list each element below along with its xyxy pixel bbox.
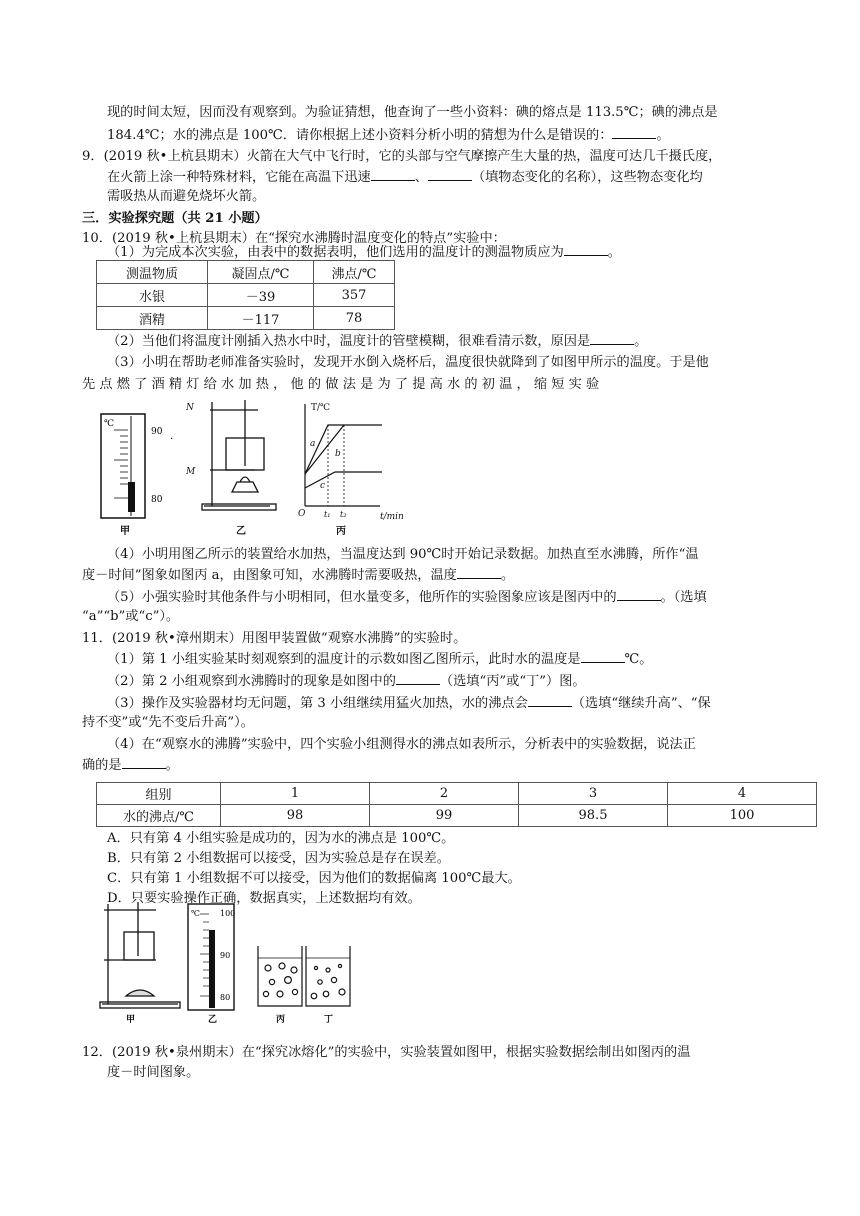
text-fragment: 。 [656, 128, 670, 143]
answer-blank[interactable] [396, 672, 440, 685]
text-fragment: 。 [165, 758, 179, 773]
text-fragment: （1）第 1 小组实验某时刻观察到的温度计的示数如图乙图所示，此时水的温度是 [107, 652, 581, 667]
curve-label-a: a [310, 439, 316, 449]
text-line: 需吸热从而避免烧坏火箭。 [107, 189, 266, 204]
table-cell: 4 [668, 783, 817, 805]
text-fragment: （1）为完成本次实验，由表中的数据表明，他们选用的温度计的测温物质应为 [107, 245, 564, 260]
text-line: （3）小明在帮助老师准备实验时，发现开水倒入烧杯后，温度很快就降到了如图甲所示的温度。于是他 [107, 355, 709, 370]
text-line [107, 672, 586, 691]
label-jia: 甲 [120, 526, 130, 537]
answer-blank[interactable] [428, 168, 472, 181]
option-b: B．只有第 2 小组数据可以接受，因为实验总是存在误差。 [107, 851, 450, 866]
text-fragment: 。 [607, 245, 621, 260]
label-bing: 丙 [336, 526, 346, 537]
thermometer-unit-2: ℃ [191, 909, 200, 918]
text-line [107, 588, 707, 607]
answer-blank[interactable] [528, 694, 572, 707]
thermometer-material-table [96, 260, 395, 330]
answer-blank[interactable] [122, 756, 166, 769]
answer-blank[interactable] [590, 332, 634, 345]
text-line: 现的时间太短，因而没有观察到。为验证猜想，他查询了一些小资料：碘的熔点是 113.5℃；碘的沸点是 [107, 105, 718, 120]
answer-blank[interactable] [612, 126, 656, 139]
option-a: A．只有第 4 小组实验是成功的，因为水的沸点是 100℃。 [107, 831, 455, 846]
text-line: （4）小明用图乙所示的装置给水加热，当温度达到 90℃时开始记录数据。加热直至水沸腾，所作“温 [107, 547, 699, 562]
figure-boiling-apparatus [96, 896, 366, 1026]
tick-label-90-2: 90 [220, 951, 231, 960]
text-line: （4）在“观察水的沸腾”实验中，四个实验小组测得水的沸点如表所示，分析表中的实验数据，说法正 [107, 737, 696, 752]
label-ding: 丁 [324, 1015, 334, 1025]
table-cell: 水的沸点/℃ [97, 805, 221, 827]
text-fragment: 。 [634, 334, 648, 349]
graph-y-label: T/℃ [311, 403, 331, 413]
text-line: 持不变”或“先不变后升高”）。 [82, 715, 254, 730]
stray-dot: · [170, 434, 174, 445]
table-cell: 78 [314, 307, 395, 330]
text-line: 先 点 燃 了 酒 精 灯 给 水 加 热 ， 他 的 做 法 是 为 了 提 高 水 的 初 温 ， 缩 短 实 验 [82, 377, 600, 392]
text-line [107, 126, 670, 145]
table-cell: 357 [314, 284, 395, 307]
table-header-row [97, 783, 817, 805]
text-fragment: 。（选填 [660, 590, 707, 605]
figure-jia-yi-bing [90, 396, 510, 538]
thermometer-unit: ℃ [104, 419, 115, 429]
label-bing-2: 丙 [276, 1015, 286, 1025]
table-cell: 98 [221, 805, 370, 827]
text-fragment: 在火箭上涂一种特殊材料，它能在高温下迅速 [107, 170, 371, 185]
text-fragment: 确的是 [82, 758, 122, 773]
stand-label-n: N [186, 403, 194, 413]
table-cell: 测温物质 [97, 261, 208, 284]
beaker-ding [306, 946, 350, 1025]
apparatus-jia [100, 902, 180, 1025]
label-yi-2: 乙 [208, 1015, 218, 1025]
heating-stand-yi [185, 400, 276, 537]
table-cell: 98.5 [519, 805, 668, 827]
answer-blank[interactable] [617, 588, 661, 601]
curve-label-c: c [320, 481, 326, 491]
text-fragment: （5）小强实验时其他条件与小明相同，但水量变多，他所作的实验图象应该是图丙中的 [107, 590, 617, 605]
question-12-line: 12．(2019 秋•泉州期末）在“探究冰熔化”的实验中，实验装置如图甲，根据实验数据绘制出如图丙的温 [82, 1045, 691, 1060]
text-fragment: 、 [414, 170, 428, 185]
label-jia-2: 甲 [126, 1015, 136, 1025]
table-row [97, 805, 817, 827]
table-cell: 凝固点/℃ [208, 261, 314, 284]
tick-label-80-2: 80 [220, 993, 231, 1002]
table-row [97, 284, 395, 307]
text-line [82, 756, 179, 775]
table-cell: 酒精 [97, 307, 208, 330]
text-fragment: （2）第 2 小组观察到水沸腾时的现象是如图中的 [107, 674, 396, 689]
text-line [107, 694, 711, 713]
tick-label-80: 80 [151, 495, 163, 505]
text-fragment: 184.4℃；水的沸点是 100℃．请你根据上述小资料分析小明的猜想为什么是错误的： [107, 128, 613, 143]
option-d: D．只要实验操作正确，数据真实，上述数据均有效。 [107, 891, 421, 906]
question-10-line: 10．(2019 秋•上杭县期末）在“探究水沸腾时温度变化的特点”实验中： [82, 231, 506, 246]
text-line [107, 650, 653, 669]
table-cell: 99 [370, 805, 519, 827]
label-yi: 乙 [236, 526, 246, 537]
table-cell: 1 [221, 783, 370, 805]
table-row [97, 307, 395, 330]
text-fragment: （选填“丙”或“丁”）图。 [439, 674, 586, 689]
boiling-point-table [96, 782, 817, 827]
answer-blank[interactable] [457, 566, 501, 579]
text-fragment: 度－时间”图象如图丙 a，由图象可知，水沸腾时需要吸热，温度 [82, 568, 457, 583]
answer-blank[interactable] [581, 650, 625, 663]
graph-t1: t₁ [324, 510, 331, 519]
curve-label-b: b [335, 449, 341, 459]
table-cell: －117 [208, 307, 314, 330]
tick-label-90: 90 [151, 427, 163, 437]
table-cell: 100 [668, 805, 817, 827]
section-heading: 三．实验探究题（共 21 小题） [82, 211, 268, 226]
graph-t2: t₂ [340, 510, 347, 519]
tick-label-100: 100 [220, 909, 236, 918]
question-9-line: 9．(2019 秋•上杭县期末）火箭在大气中飞行时，它的头部与空气摩擦产生大量的热，温度可达几千摄氏度， [82, 149, 722, 164]
text-line: “a”“b”或“c”）。 [82, 609, 180, 624]
text-line [107, 332, 647, 351]
thermometer-yi [188, 904, 235, 1025]
text-line: 度－时间图象。 [107, 1065, 200, 1080]
answer-blank[interactable] [371, 168, 415, 181]
table-cell: －39 [208, 284, 314, 307]
thermometer-jia [101, 414, 173, 537]
graph-origin: O [298, 509, 306, 519]
answer-blank[interactable] [564, 243, 608, 256]
table-header-row [97, 261, 395, 284]
table-cell: 组别 [97, 783, 221, 805]
text-fragment: （选填“继续升高”、“保 [571, 696, 711, 711]
graph-x-label: t/min [380, 512, 404, 522]
text-fragment: （填物态变化的名称），这些物态变化均 [471, 170, 703, 185]
question-11-line: 11．(2019 秋•漳州期末）用图甲装置做“观察水沸腾”的实验时。 [82, 631, 467, 646]
stand-label-m: M [186, 467, 196, 477]
text-line [82, 566, 514, 585]
text-fragment: 。 [500, 568, 515, 583]
option-c: C．只有第 1 小组数据不可以接受，因为他们的数据偏离 100℃最大。 [107, 871, 521, 886]
table-cell: 2 [370, 783, 519, 805]
beaker-bing [258, 946, 302, 1025]
table-cell: 3 [519, 783, 668, 805]
temperature-time-graph [298, 403, 404, 537]
text-fragment: （2）当他们将温度计刚插入热水中时，温度计的管壁模糊，很难看清示数，原因是 [107, 334, 591, 349]
text-line [107, 168, 703, 187]
table-cell: 水银 [97, 284, 208, 307]
text-fragment: （3）操作及实验器材均无问题，第 3 小组继续用猛火加热，水的沸点会 [107, 696, 528, 711]
text-fragment: ℃。 [624, 652, 653, 667]
table-cell: 沸点/℃ [314, 261, 395, 284]
